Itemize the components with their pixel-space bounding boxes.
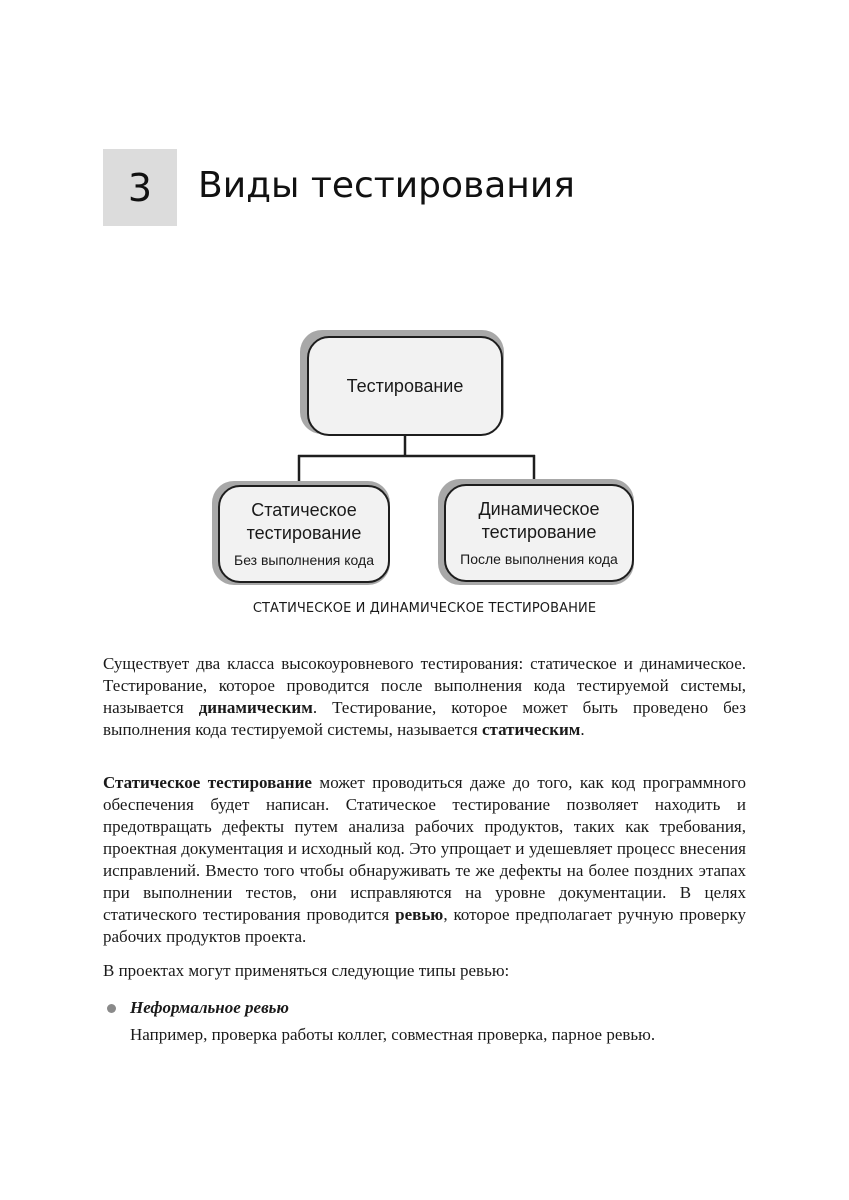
chapter-number-box: [103, 149, 177, 226]
dynamic-node-subtitle: После выполнения кода: [460, 551, 618, 567]
static-node-title-2: тестирование: [246, 523, 362, 543]
chapter-number: 3: [127, 165, 153, 210]
static-node-subtitle: Без выполнения кода: [234, 552, 374, 568]
list-item-text: Например, проверка работы коллег, совместная проверка, парное ревью.: [130, 1025, 656, 1044]
root-node: [307, 336, 503, 436]
p1-text-2: . Тестирование, которое может быть проведено без выполнения кода тестируемой системы, называется: [103, 698, 746, 739]
p2-bold-review: ревью: [395, 905, 444, 924]
p1-text-1: Существует два класса высокоуровневого тестирования: статическое и динамическое. Тестирование, которое проводится после выполнения кода тестируемой системы, называется: [103, 654, 746, 717]
diagram-caption: СТАТИЧЕСКОЕ И ДИНАМИЧЕСКОЕ ТЕСТИРОВАНИЕ: [252, 601, 597, 616]
list-item-title: Неформальное ревью: [130, 998, 289, 1017]
p2-bold-static-testing: Статическое тестирование: [103, 773, 312, 792]
static-node-title-1: Статическое: [251, 500, 357, 520]
paragraph-2: [103, 772, 746, 948]
dynamic-node-title-2: тестирование: [481, 522, 597, 542]
chapter-title: Виды тестирования: [198, 165, 575, 206]
p2-text-1: может проводиться даже до того, как код программного обеспечения будет написан. Статическое тестирование позволяет находить и предотвращать дефекты путем анализа рабочих продуктов, таких как требования, проектная документация и исходный код. Это упрощает и удешевляет процесс внесения исправлений. Вместо того чтобы обнаруживать те же дефекты на более поздних этапах при выполнении тестов, они исправляются на уровне документации. В целях статического тестирования проводится: [103, 773, 746, 924]
paragraph-3: В проектах могут применяться следующие типы ревью:: [103, 961, 510, 980]
p2-text-2: , которое предполагает ручную проверку рабочих продуктов проекта.: [103, 905, 746, 946]
root-node-label: Тестирование: [346, 375, 464, 396]
static-testing-node: [218, 485, 390, 583]
dynamic-testing-node: [444, 484, 634, 582]
bullet-icon: [107, 1004, 116, 1013]
p1-text-3: .: [580, 720, 585, 739]
p1-bold-dynamic: динамическим: [198, 698, 313, 717]
dynamic-node-title-1: Динамическое: [478, 499, 600, 519]
paragraph-1: [103, 653, 746, 741]
p1-bold-static: статическим: [482, 720, 581, 739]
